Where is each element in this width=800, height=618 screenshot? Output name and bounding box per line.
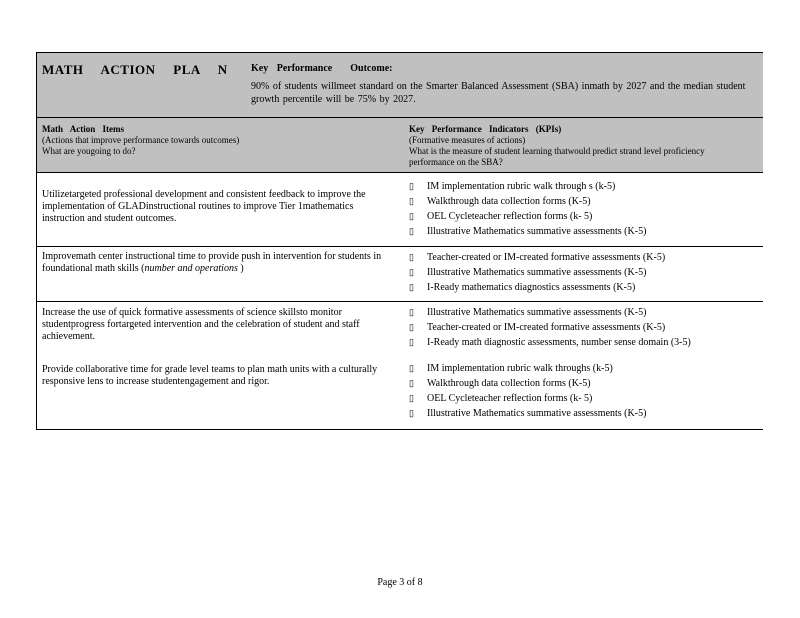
bullet-icon: ▯: [409, 363, 414, 373]
bullet-icon: ▯: [409, 226, 414, 236]
list-item: ▯ Illustrative Mathematics summative assessments (K-5): [409, 408, 647, 419]
list-item: ▯ Teacher-created or IM-created formative assessments (K-5): [409, 252, 666, 263]
list-item: ▯ OEL Cycleteacher reflection forms (k- 5): [409, 211, 593, 222]
column-title-kpis: Key Performance Indicators (KPIs): [409, 124, 562, 134]
list-item: ▯ Illustrative Mathematics summative assessments (K-5): [409, 226, 647, 237]
kpi-list: [409, 179, 763, 239]
kpi-list: [409, 361, 763, 421]
list-item: ▯ OEL Cycleteacher reflection forms (k- 5): [409, 393, 593, 404]
page-number: Page 3 of 8: [377, 577, 423, 588]
list-item: ▯ I-Ready math diagnostic assessments, number sense domain (3-5): [409, 337, 691, 348]
plan-title: MATH ACTION PLA N: [42, 62, 228, 77]
action-item: Increase the use of quick formative assessments of science skillsto monitor studentprogress fortargeted intervention and the celebration of student and staff achievement.: [42, 307, 360, 342]
bullet-icon: ▯: [409, 307, 414, 317]
action-item: Provide collaborative time for grade level teams to plan math units with a culturally responsive lens to increase studentengagement and rigor.: [42, 364, 378, 387]
key-performance-outcome-text: 90% of students willmeet standard on the Smarter Balanced Assessment (SBA) inmath by 2027 and the median student growth percentile will be 75% by 2027.: [251, 81, 746, 105]
list-item: ▯ I-Ready mathematics diagnostics assessments (K-5): [409, 282, 636, 293]
bullet-icon: ▯: [409, 408, 414, 418]
list-item: ▯ IM implementation rubric walk through s (k-5): [409, 181, 616, 192]
kpo-label-part1: Key Performance: [251, 63, 333, 74]
column-sub-actions-2: What are yougoing to do?: [42, 146, 136, 156]
column-sub-kpis-2: What is the measure of student learning thatwould predict strand level proficiency performance on the SBA?: [409, 146, 705, 167]
emphasis-text: number and operations: [144, 263, 238, 274]
list-item: ▯ Teacher-created or IM-created formative assessments (K-5): [409, 322, 666, 333]
key-performance-outcome-label: [251, 63, 392, 74]
list-item: ▯ Walkthrough data collection forms (K-5): [409, 196, 591, 207]
bullet-icon: ▯: [409, 211, 414, 221]
column-sub-actions-1: (Actions that improve performance towards outcomes): [42, 135, 240, 145]
bullet-icon: ▯: [409, 196, 414, 206]
plan-header: [37, 53, 763, 118]
action-item: Utilizetargeted professional development and consistent feedback to improve the implementation of GLADinstructional routines to improve Tier 1mathematics instruction and student outcomes.: [42, 189, 366, 224]
table-row: [37, 173, 763, 247]
column-header-kpis: [409, 124, 739, 168]
table-row: [37, 247, 763, 302]
list-item: ▯ Walkthrough data collection forms (K-5): [409, 378, 591, 389]
list-item: ▯ Illustrative Mathematics summative assessments (K-5): [409, 267, 647, 278]
bullet-icon: ▯: [409, 282, 414, 292]
bullet-icon: ▯: [409, 337, 414, 347]
kpi-list: [409, 305, 763, 350]
table-row: [37, 302, 763, 430]
list-item: ▯ Illustrative Mathematics summative assessments (K-5): [409, 307, 647, 318]
action-plan-table: [36, 52, 763, 430]
kpi-list: [409, 250, 763, 295]
column-header-actions: [42, 124, 239, 157]
bullet-icon: ▯: [409, 181, 414, 191]
bullet-icon: ▯: [409, 393, 414, 403]
column-title-actions: Math Action Items: [42, 124, 124, 134]
column-headers: [37, 118, 763, 173]
action-item: Improvemath center instructional time to provide push in intervention for students in foundational math skills (number and operations ): [42, 251, 382, 274]
list-item: ▯ IM implementation rubric walk throughs (k-5): [409, 363, 613, 374]
bullet-icon: ▯: [409, 267, 414, 277]
bullet-icon: ▯: [409, 252, 414, 262]
kpo-label-part2: Outcome:: [350, 63, 393, 74]
column-sub-kpis-1: (Formative measures of actions): [409, 135, 526, 145]
bullet-icon: ▯: [409, 378, 414, 388]
bullet-icon: ▯: [409, 322, 414, 332]
